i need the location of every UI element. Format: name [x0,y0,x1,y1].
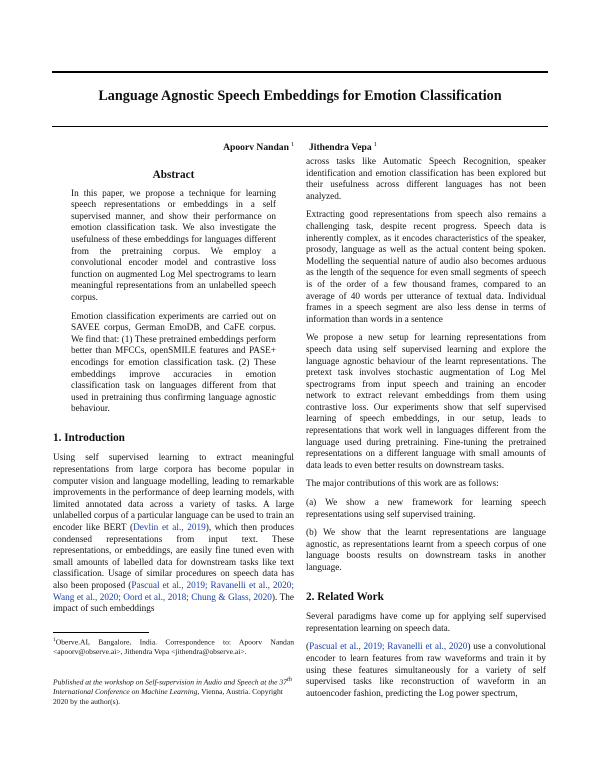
citation-link[interactable]: Pascual et al., 2019; Ravanelli et al., 2020 [309,642,468,653]
intro-paragraph: We propose a new setup for learning representations from speech data using self supervised learning and explore the language agnostic behaviour of the learnt representations. The pretext task involves stochastic augmentation of Log Mel spectrograms from input speech and training an encoder network to extract relevant embeddings from them using contrastive loss. Our experiments show that self supervised learning of speech embeddings, in our setup, leads to representations that work well in languages different from the language used during pretraining. Fine-tuning the pretrained representations on a different language with small amounts of data leads to even better results on downstream tasks. [306,333,546,471]
right-column [306,157,546,707]
author-name: Jithendra Vepa [309,142,372,153]
publication-note [53,675,294,706]
abstract-paragraph: Emotion classification experiments are carried out on SAVEE corpus, German EmoDB, and CaFE corpus. We find that: (1) These pretrained embeddings perform better than MFCCs, openSMILE features and PASE+ encodings for emotion classification task. (2) These embeddings improve accuracies in emotion classification task on languages different from that used in pretraining thus confirming language agnostic behaviour. [71,311,276,415]
body-text: Using self supervised learning to extract meaningful representations from large corpora has become popular in computer vision and language modelling, leading to remarkable improvements in the performance of deep learning models, with limited annotated data across a variety of tasks. A large unlabelled corpus of a particular language can be used to train an encoder like BERT ( [53,453,294,534]
author-list [0,141,600,153]
pubnote-sup: th [286,676,292,683]
footnote-rule [53,632,149,633]
related-paragraph [306,642,546,700]
contribution-item: (b) We show that the learnt representations are language agnostic, as representations learnt from a speech corpus of one language boosts results on downstream tasks in another language. [306,528,546,573]
section-heading-related-work: 2. Related Work [306,590,384,603]
abstract-heading: Abstract [152,169,195,181]
related-paragraph: Several paradigms have come up for applying self supervised representation learning on speech data. [306,612,546,634]
paper-title: Language Agnostic Speech Embeddings for Emotion Classification [98,88,502,104]
contributions-intro: The major contributions of this work are as follows: [306,479,499,490]
pubnote-conference: International Conference on Machine Learning [53,687,198,697]
author-name: Apoorv Nandan [223,142,289,153]
body-text: ( [306,642,310,653]
citation-link[interactable]: Pascual et al., 2019; Ravanelli et al., 2020; Wang et al., 2020; Oord et al., 2018; Chung & Glass, 2020 [53,581,294,603]
intro-paragraph: across tasks like Automatic Speech Recognition, speaker identification and emotion classification has been explored but their usefulness across different languages has not been analyzed. [306,157,546,202]
pubnote-text: Published at the workshop on Self-supervision in Audio and Speech at the 37 [53,677,287,687]
pubnote-text: , Vienna, Austria. Copyright 2020 by the author(s). [53,687,283,706]
author-affiliation-mark: 1 [290,141,295,148]
title-bottom-rule [52,126,548,127]
intro-paragraph [53,453,294,615]
left-column [53,170,294,623]
author-affiliation-mark: 1 [373,141,377,148]
body-text: ). The impact of such embeddings [53,592,295,615]
citation-link[interactable]: Devlin et al., 2019 [133,523,206,534]
body-text: ) use a convolutional encoder to learn features from raw waveforms and train it by using these features simultaneously for a variety of self supervised tasks like reconstruction of waveform in an autoencoder fashion, predicting the Log power spectrum, [306,642,546,699]
intro-paragraph: Extracting good representations from speech also remains a challenging task, despite recent progress. Speech data is inherently complex, as it encodes characteristics of the speaker, prosody, language as well as the actual content being spoken. Modelling the sequential nature of audio also becomes arduous as the length of the sequence for even small segments of speech is of the order of a few thousand frames, compared to an average of 40 words per utterance of textual data. Individual frames in a speech segment are also less dense in terms of information than words in a sentence [306,210,546,325]
footnote-text: Oberve.AI, Bangalore, India. Correspondence to: Apoorv Nandan <apoorv@observe.ai>, Jithendra Vepa <jithendra@observe.ai>. [53,637,294,657]
contribution-item: (a) We show a new framework for learning speech representations using self supervised training. [306,498,546,520]
abstract-body [53,189,294,416]
section-heading-introduction: 1. Introduction [53,431,125,444]
footnote-mark: 1 [53,637,56,643]
abstract-paragraph: In this paper, we propose a technique for learning speech representations or embeddings in a self supervised manner, and show their performance on emotion classification task. We also investigate the usefulness of these embeddings for languages different from the pretraining corpus. We employ a convolutional encoder model and contrastive loss function on augmented Log Mel spectrograms to learn meaningful representations from an unlabelled speech corpus. [71,188,276,303]
body-text: ), which then produces condensed representations from input text. These representations, or embeddings, are easily fine tuned even with small amounts of labelled data for downstream tasks like text classification. Usage of similar procedures on speech data has also been proposed ( [53,523,295,591]
title-top-rule [52,71,548,73]
affiliation-footnote [53,636,294,657]
